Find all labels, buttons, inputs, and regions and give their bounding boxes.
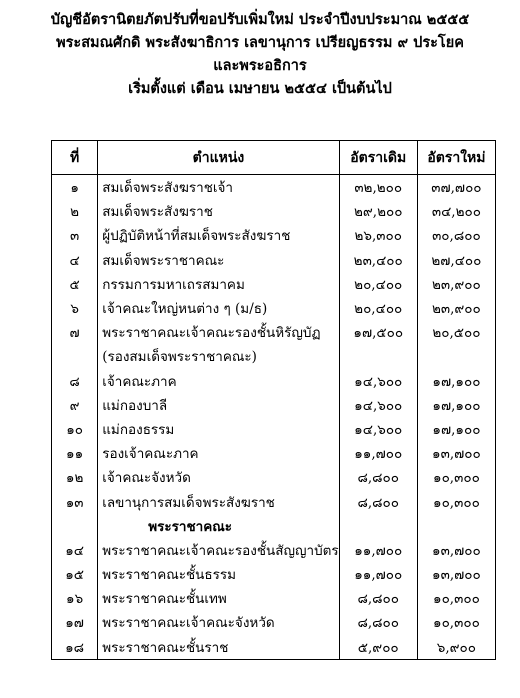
cell-position: (รองสมเด็จพระราชาคณะ) (98, 344, 339, 368)
cell-position: แม่กองธรรม (98, 417, 339, 441)
cell-no: ๙ (52, 393, 98, 417)
cell-old-rate: ๘,๘๐๐ (339, 489, 417, 513)
table-row (52, 199, 496, 223)
cell-new-rate: ๑๐,๓๐๐ (417, 489, 495, 513)
cell-old-rate (339, 514, 417, 538)
table-row (52, 586, 496, 610)
cell-position: สมเด็จพระสังฆราชเจ้า (98, 175, 339, 200)
document-header (0, 8, 520, 100)
table-row (52, 248, 496, 272)
cell-no: ๑๓ (52, 489, 98, 513)
column-header-position: ตำแหน่ง (98, 141, 339, 175)
cell-no: ๖ (52, 296, 98, 320)
table-row (52, 635, 496, 660)
cell-old-rate: ๑๗,๕๐๐ (339, 320, 417, 344)
cell-position: แม่กองบาลี (98, 393, 339, 417)
cell-no: ๑๘ (52, 635, 98, 660)
table-row (52, 344, 496, 368)
cell-position: เจ้าคณะใหญ่หนต่าง ๆ (ม/ธ) (98, 296, 339, 320)
cell-old-rate: ๑๔,๖๐๐ (339, 369, 417, 393)
cell-new-rate: ๓๐,๘๐๐ (417, 223, 495, 247)
cell-position: พระราชาคณะเจ้าคณะจังหวัด (98, 610, 339, 634)
cell-new-rate: ๑๗,๑๐๐ (417, 417, 495, 441)
cell-old-rate: ๕,๙๐๐ (339, 635, 417, 660)
cell-position: พระราชาคณะเจ้าคณะรองชั้นสัญญาบัตร (98, 538, 339, 562)
section-heading-row (52, 514, 496, 538)
cell-old-rate: ๓๒,๒๐๐ (339, 175, 417, 200)
cell-new-rate: ๒๓,๙๐๐ (417, 272, 495, 296)
cell-new-rate: ๑๐,๓๐๐ (417, 610, 495, 634)
cell-new-rate: ๖,๙๐๐ (417, 635, 495, 660)
cell-new-rate: ๑๗,๑๐๐ (417, 393, 495, 417)
cell-position: เจ้าคณะจังหวัด (98, 465, 339, 489)
cell-position: ผู้ปฏิบัติหน้าที่สมเด็จพระสังฆราช (98, 223, 339, 247)
table-row (52, 417, 496, 441)
cell-new-rate: ๓๗,๗๐๐ (417, 175, 495, 200)
cell-position: สมเด็จพระราชาคณะ (98, 248, 339, 272)
cell-no (52, 344, 98, 368)
cell-old-rate: ๒๙,๒๐๐ (339, 199, 417, 223)
table-row (52, 393, 496, 417)
cell-position: เลขานุการสมเด็จพระสังฆราช (98, 489, 339, 513)
table-row (52, 272, 496, 296)
cell-new-rate: ๑๗,๑๐๐ (417, 369, 495, 393)
cell-no: ๑๐ (52, 417, 98, 441)
cell-position: สมเด็จพระสังฆราช (98, 199, 339, 223)
cell-new-rate: ๒๐,๕๐๐ (417, 320, 495, 344)
cell-no: ๑ (52, 175, 98, 200)
section-heading: พระราชาคณะ (98, 514, 339, 538)
table-row (52, 369, 496, 393)
cell-no: ๑๔ (52, 538, 98, 562)
header-subtitle: พระสมณศักดิ พระสังฆาธิการ เลขานุการ เปรียญธรรม ๙ ประโยค (56, 34, 464, 51)
column-header-new-rate: อัตราใหม่ (417, 141, 495, 175)
header-effective-date: เริ่มตั้งแต่ เดือน เมษายน ๒๕๕๔ เป็นต้นไป (128, 80, 392, 97)
header-title: บัญชีอัตรานิตยภัตปรับที่ขอปรับเพิ่มใหม่ ประจำปีงบประมาณ ๒๕๕๕ (50, 11, 470, 28)
cell-no: ๑๒ (52, 465, 98, 489)
cell-old-rate: ๑๑,๗๐๐ (339, 562, 417, 586)
table-row (52, 175, 496, 200)
cell-no: ๓ (52, 223, 98, 247)
cell-new-rate: ๑๐,๓๐๐ (417, 586, 495, 610)
table-row (52, 610, 496, 634)
cell-position: พระราชาคณะชั้นธรรม (98, 562, 339, 586)
cell-old-rate: ๘,๘๐๐ (339, 586, 417, 610)
cell-position: พระราชาคณะชั้นราช (98, 635, 339, 660)
cell-position: เจ้าคณะภาค (98, 369, 339, 393)
cell-old-rate: ๒๖,๓๐๐ (339, 223, 417, 247)
cell-new-rate: ๒๓,๙๐๐ (417, 296, 495, 320)
table-row (52, 562, 496, 586)
cell-old-rate: ๑๑,๗๐๐ (339, 441, 417, 465)
header-subtitle-cont: และพระอธิการ (213, 57, 307, 74)
cell-new-rate (417, 344, 495, 368)
column-header-old-rate: อัตราเดิม (339, 141, 417, 175)
table-row (52, 296, 496, 320)
cell-no: ๘ (52, 369, 98, 393)
cell-new-rate: ๑๓,๗๐๐ (417, 562, 495, 586)
cell-old-rate: ๑๔,๖๐๐ (339, 393, 417, 417)
cell-new-rate (417, 514, 495, 538)
cell-old-rate: ๘,๘๐๐ (339, 465, 417, 489)
table-row (52, 465, 496, 489)
table-row (52, 223, 496, 247)
cell-new-rate: ๒๗,๔๐๐ (417, 248, 495, 272)
cell-new-rate: ๑๐,๓๐๐ (417, 465, 495, 489)
cell-old-rate (339, 344, 417, 368)
cell-position: รองเจ้าคณะภาค (98, 441, 339, 465)
cell-old-rate: ๒๐,๔๐๐ (339, 296, 417, 320)
cell-old-rate: ๒๓,๔๐๐ (339, 248, 417, 272)
cell-no: ๑๗ (52, 610, 98, 634)
cell-no (52, 514, 98, 538)
cell-position: พระราชาคณะชั้นเทพ (98, 586, 339, 610)
cell-position: พระราชาคณะเจ้าคณะรองชั้นหิรัญบัฏ (98, 320, 339, 344)
cell-no: ๑๕ (52, 562, 98, 586)
cell-old-rate: ๘,๘๐๐ (339, 610, 417, 634)
table-row (52, 320, 496, 344)
cell-new-rate: ๑๓,๗๐๐ (417, 441, 495, 465)
cell-position: กรรมการมหาเถรสมาคม (98, 272, 339, 296)
cell-no: ๕ (52, 272, 98, 296)
cell-old-rate: ๒๐,๔๐๐ (339, 272, 417, 296)
table-body (52, 175, 496, 660)
table-header-row (52, 141, 496, 175)
allowance-table (51, 140, 496, 660)
table-row (52, 489, 496, 513)
cell-new-rate: ๑๓,๗๐๐ (417, 538, 495, 562)
table-row (52, 538, 496, 562)
cell-no: ๗ (52, 320, 98, 344)
cell-old-rate: ๑๔,๖๐๐ (339, 417, 417, 441)
cell-new-rate: ๓๔,๒๐๐ (417, 199, 495, 223)
column-header-no: ที่ (52, 141, 98, 175)
cell-no: ๑๖ (52, 586, 98, 610)
cell-no: ๒ (52, 199, 98, 223)
cell-no: ๑๑ (52, 441, 98, 465)
table-row (52, 441, 496, 465)
cell-no: ๔ (52, 248, 98, 272)
cell-old-rate: ๑๑,๗๐๐ (339, 538, 417, 562)
